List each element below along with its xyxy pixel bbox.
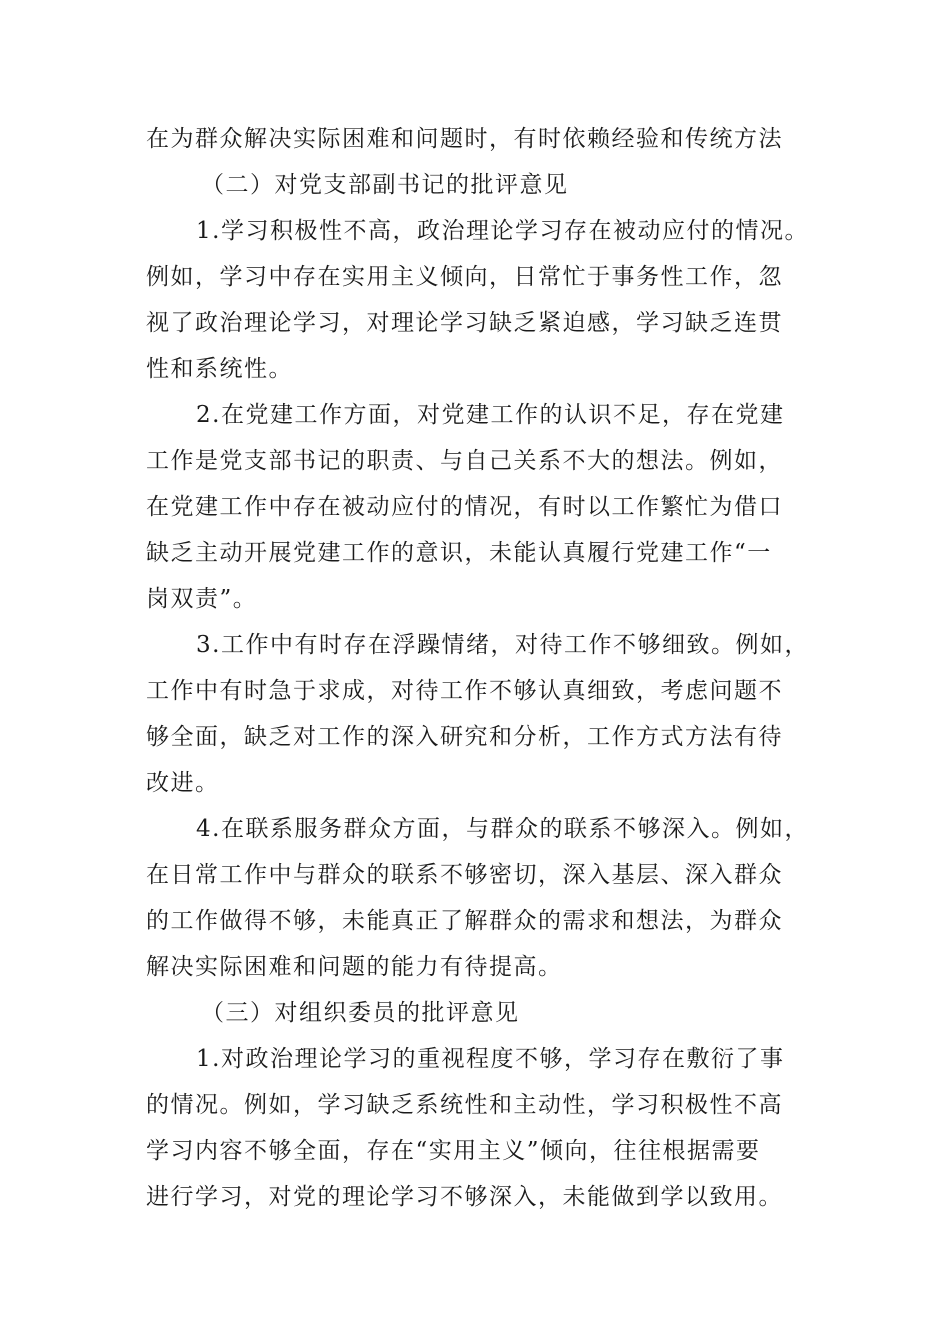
document-body [146, 116, 811, 1220]
text-line: 在日常工作中与群众的联系不够密切，深入基层、深入群众 [146, 862, 783, 888]
section-heading-organization-member: （三）对组织委员的批评意见 [201, 1000, 520, 1026]
text-line: 岗双责”。 [146, 586, 258, 612]
text-line: 例如，学习中存在实用主义倾向，日常忙于事务性工作，忽 [146, 264, 783, 290]
text-line: 够全面，缺乏对工作的深入研究和分析，工作方式方法有待 [146, 724, 783, 750]
text-line: 的工作做得不够，未能真正了解群众的需求和想法，为群众 [146, 908, 783, 934]
text-line: 学习内容不够全面，存在“实用主义”倾向，往往根据需要 [146, 1138, 761, 1164]
text-line: 缺乏主动开展党建工作的意识，未能认真履行党建工作“一 [146, 540, 772, 566]
text-line: 在党建工作中存在被动应付的情况，有时以工作繁忙为借口 [146, 494, 783, 520]
text-line: 性和系统性。 [146, 356, 293, 382]
paragraph-start: 4.在联系服务群众方面，与群众的联系不够深入。例如， [196, 816, 809, 842]
text-line: 解决实际困难和问题的能力有待提高。 [146, 954, 563, 980]
paragraph-start: 2.在党建工作方面，对党建工作的认识不足，存在党建 [196, 402, 785, 428]
paragraph-start: 1.学习积极性不高，政治理论学习存在被动应付的情况。 [196, 218, 809, 244]
text-line: 视了政治理论学习，对理论学习缺乏紧迫感，学习缺乏连贯 [146, 310, 783, 336]
paragraph-start: 3.工作中有时存在浮躁情绪，对待工作不够细致。例如， [196, 632, 809, 658]
text-line: 工作是党支部书记的职责、与自己关系不大的想法。例如， [146, 448, 783, 474]
text-line: 进行学习，对党的理论学习不够深入，未能做到学以致用。 [146, 1184, 783, 1210]
paragraph-start: 1.对政治理论学习的重视程度不够，学习存在敷衍了事 [196, 1046, 785, 1072]
text-line: 改进。 [146, 770, 220, 796]
text-line: 的情况。例如，学习缺乏系统性和主动性，学习积极性不高 [146, 1092, 783, 1118]
section-heading-deputy-secretary: （二）对党支部副书记的批评意见 [201, 172, 569, 198]
text-line: 工作中有时急于求成，对待工作不够认真细致，考虑问题不 [146, 678, 783, 704]
text-line: 在为群众解决实际困难和问题时，有时依赖经验和传统方法 [146, 126, 783, 152]
